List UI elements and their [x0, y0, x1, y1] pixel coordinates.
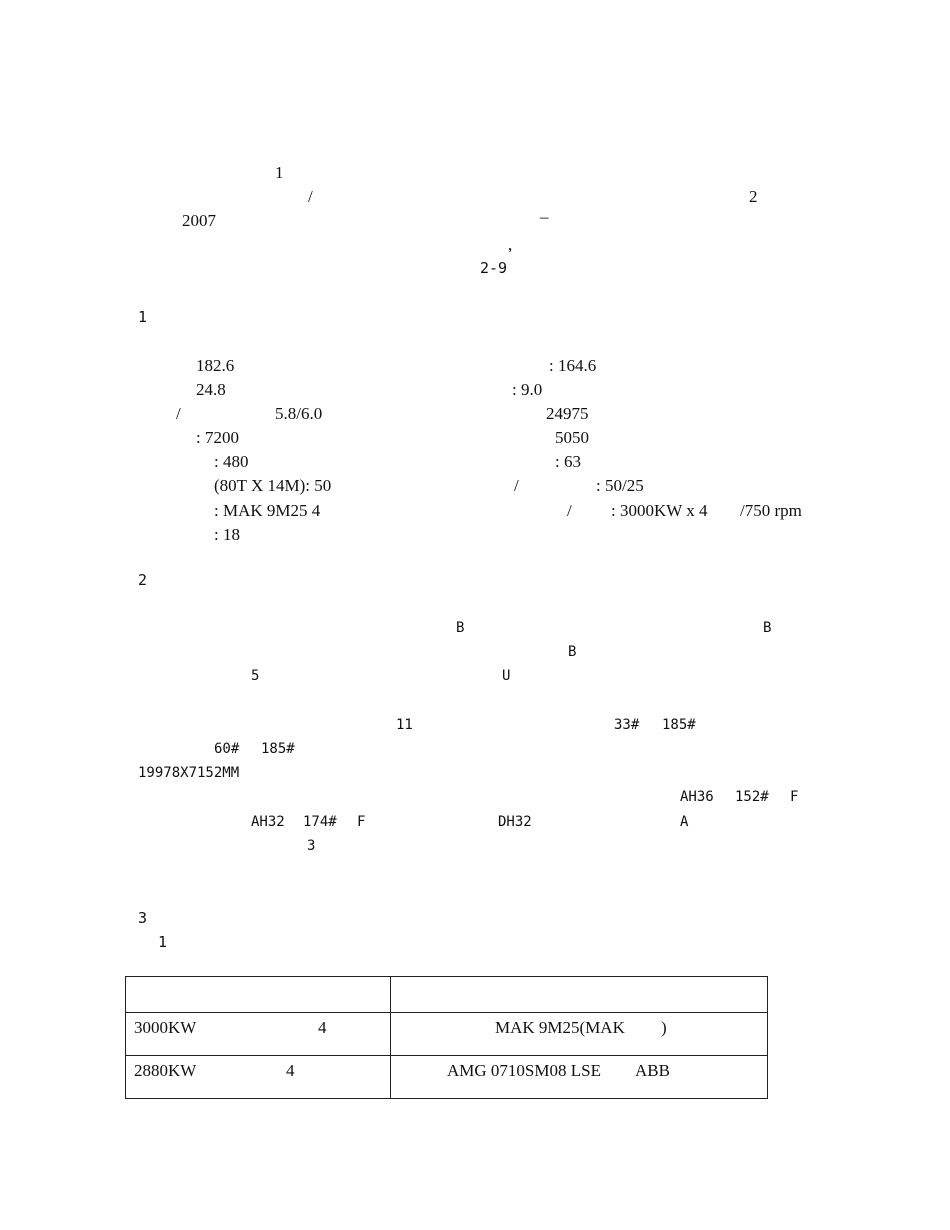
- model-name: MAK 9M25(MAK: [495, 1018, 625, 1037]
- spec-value: 182.6: [196, 356, 235, 375]
- spec-value: : 3000KW x 4: [611, 501, 708, 520]
- spec-value: /750 rpm: [740, 501, 802, 520]
- unit-count: 4: [286, 1061, 295, 1080]
- spec-value: 24.8: [196, 380, 226, 399]
- table-header-cell: [126, 977, 391, 1013]
- text-fragment: 11: [396, 717, 413, 733]
- text-fragment: B: [456, 620, 465, 636]
- equipment-table: [125, 976, 768, 1099]
- table-cell: [391, 1013, 768, 1056]
- spec-value: : MAK 9M25 4: [214, 501, 321, 520]
- spec-value: 5.8/6.0: [275, 404, 323, 423]
- spec-value: : 7200: [196, 428, 239, 447]
- text-fragment: 152#: [735, 789, 769, 805]
- spec-value: : 480: [214, 452, 249, 471]
- spec-value: : 50/25: [596, 476, 644, 495]
- table-row: [126, 1056, 768, 1099]
- spec-value: : 18: [214, 525, 240, 544]
- spec-value: 24975: [546, 404, 589, 423]
- text-fragment: 19978X7152MM: [138, 765, 240, 781]
- intro-comma: ,: [508, 235, 513, 254]
- text-fragment: F: [790, 789, 799, 805]
- section-2-heading: 2: [138, 571, 148, 589]
- intro-range: 2-9: [480, 259, 508, 277]
- intro-number: 1: [275, 163, 284, 182]
- text-fragment: 33#: [614, 717, 640, 733]
- intro-number-2: 2: [749, 187, 758, 206]
- spec-value: : 9.0: [512, 380, 543, 399]
- section-1-heading: 1: [138, 308, 148, 326]
- table-header-row: [126, 977, 768, 1013]
- spec-slash: /: [176, 404, 181, 423]
- table-cell: [391, 1056, 768, 1099]
- model-suffix: ): [661, 1018, 667, 1037]
- power-value: 2880KW: [134, 1061, 197, 1080]
- intro-dash: –: [540, 207, 549, 226]
- text-fragment: 5: [251, 668, 260, 684]
- table-header-cell: [391, 977, 768, 1013]
- intro-year: 2007: [182, 211, 216, 230]
- unit-count: 4: [318, 1018, 327, 1037]
- text-fragment: A: [680, 814, 689, 830]
- spec-value: (80T X 14M): 50: [214, 476, 332, 495]
- text-fragment: 185#: [261, 741, 295, 757]
- section-3-heading: 3: [138, 909, 148, 927]
- power-value: 3000KW: [134, 1018, 197, 1037]
- text-fragment: AH32: [251, 814, 285, 830]
- text-fragment: U: [502, 668, 511, 684]
- table-cell: [126, 1013, 391, 1056]
- text-fragment: AH36: [680, 789, 714, 805]
- spec-value: : 63: [555, 452, 581, 471]
- spec-slash: /: [567, 501, 572, 520]
- text-fragment: 174#: [303, 814, 337, 830]
- text-fragment: B: [568, 644, 577, 660]
- text-fragment: 60#: [214, 741, 240, 757]
- spec-value: : 164.6: [549, 356, 597, 375]
- text-fragment: 3: [307, 838, 316, 854]
- model-name: AMG 0710SM08 LSE: [447, 1061, 601, 1080]
- table-cell: [126, 1056, 391, 1099]
- text-fragment: F: [357, 814, 366, 830]
- intro-slash: /: [308, 187, 313, 206]
- manufacturer: ABB: [635, 1061, 670, 1080]
- spec-value: 5050: [555, 428, 589, 447]
- text-fragment: B: [763, 620, 772, 636]
- text-fragment: 185#: [662, 717, 696, 733]
- text-fragment: DH32: [498, 814, 532, 830]
- spec-slash: /: [514, 476, 519, 495]
- section-3-subheading: 1: [158, 933, 168, 951]
- table-row: [126, 1013, 768, 1056]
